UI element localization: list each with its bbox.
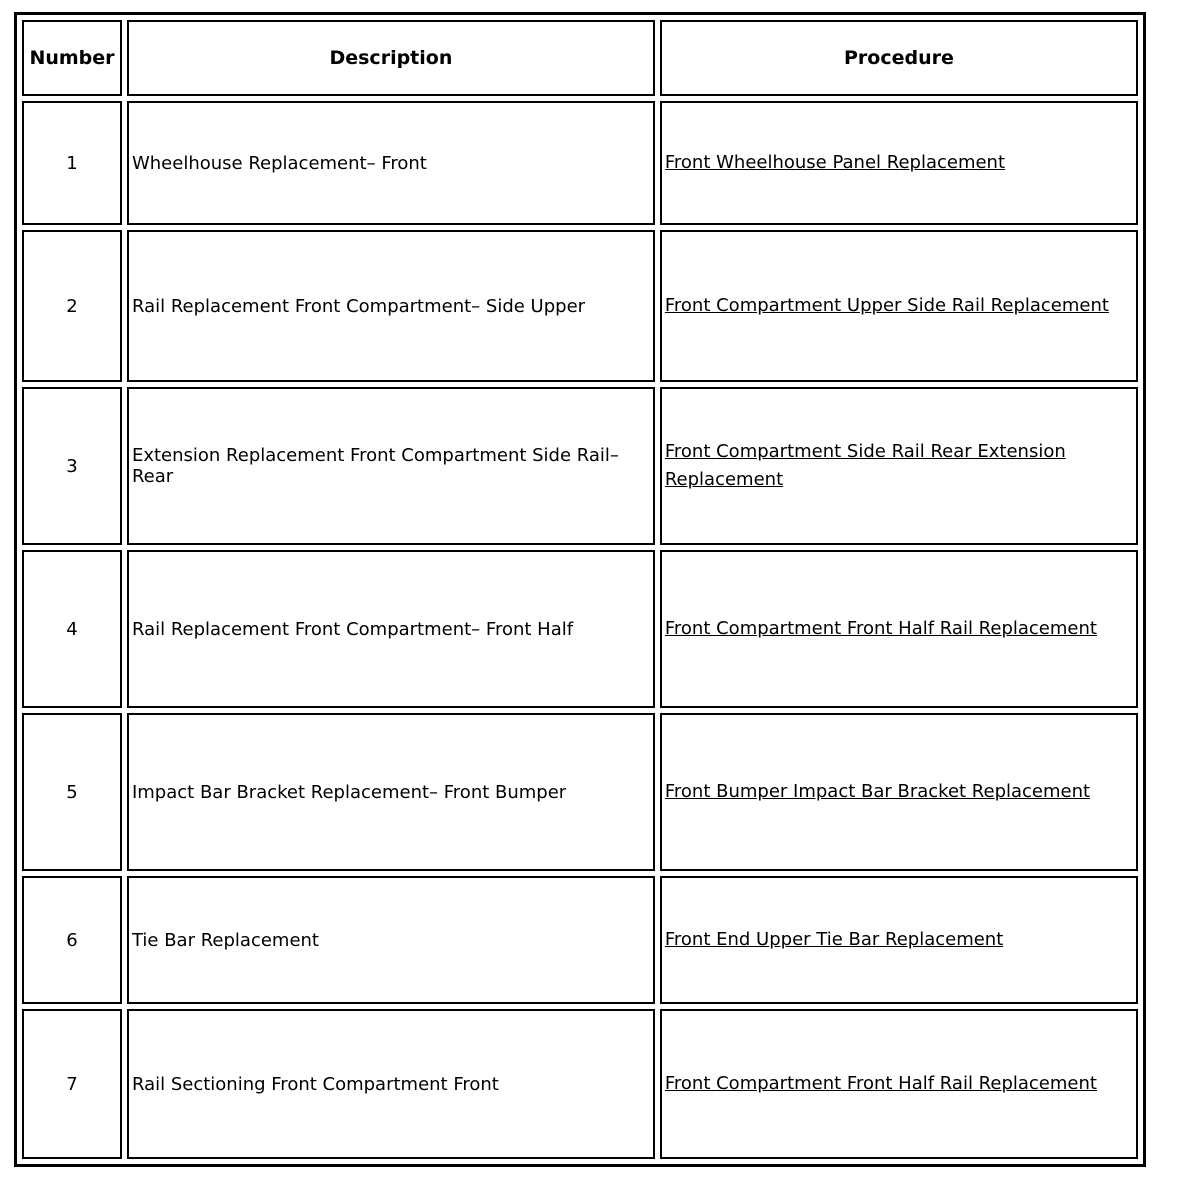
procedure-link[interactable]: Front Compartment Front Half Rail Replacement: [664, 618, 1097, 640]
row-description: Impact Bar Bracket Replacement– Front Bumper: [127, 713, 655, 871]
header-number: Number: [22, 20, 122, 96]
table-row: [22, 101, 1138, 225]
row-description: Extension Replacement Front Compartment Side Rail– Rear: [127, 387, 655, 545]
table-row: [22, 876, 1138, 1004]
row-description: Tie Bar Replacement: [127, 876, 655, 1004]
procedure-link[interactable]: Front Bumper Impact Bar Bracket Replacement: [664, 781, 1091, 803]
header-description: Description: [127, 20, 655, 96]
header-procedure: Procedure: [660, 20, 1138, 96]
table-row: [22, 230, 1138, 382]
row-description: Rail Sectioning Front Compartment Front: [127, 1009, 655, 1159]
row-number: 6: [22, 876, 122, 1004]
procedure-link[interactable]: Front End Upper Tie Bar Replacement: [664, 929, 1004, 951]
row-number: 2: [22, 230, 122, 382]
procedure-link[interactable]: Front Wheelhouse Panel Replacement: [664, 152, 1006, 174]
row-number: 5: [22, 713, 122, 871]
procedure-link[interactable]: Front Compartment Front Half Rail Replacement: [664, 1073, 1097, 1095]
table-row: [22, 550, 1138, 708]
table-row: [22, 387, 1138, 545]
row-description: Wheelhouse Replacement– Front: [127, 101, 655, 225]
header-row: [22, 20, 1138, 96]
row-number: 4: [22, 550, 122, 708]
row-number: 7: [22, 1009, 122, 1159]
row-description: Rail Replacement Front Compartment– Side Upper: [127, 230, 655, 382]
procedure-table: [14, 12, 1146, 1167]
procedure-link[interactable]: Front Compartment Side Rail Rear Extension Replacement: [664, 441, 1066, 490]
procedure-link[interactable]: Front Compartment Upper Side Rail Replacement: [664, 295, 1109, 317]
row-number: 3: [22, 387, 122, 545]
table-body: [22, 101, 1138, 1159]
row-number: 1: [22, 101, 122, 225]
row-description: Rail Replacement Front Compartment– Front Half: [127, 550, 655, 708]
table-row: [22, 1009, 1138, 1159]
table-header: [22, 20, 1138, 96]
table-row: [22, 713, 1138, 871]
